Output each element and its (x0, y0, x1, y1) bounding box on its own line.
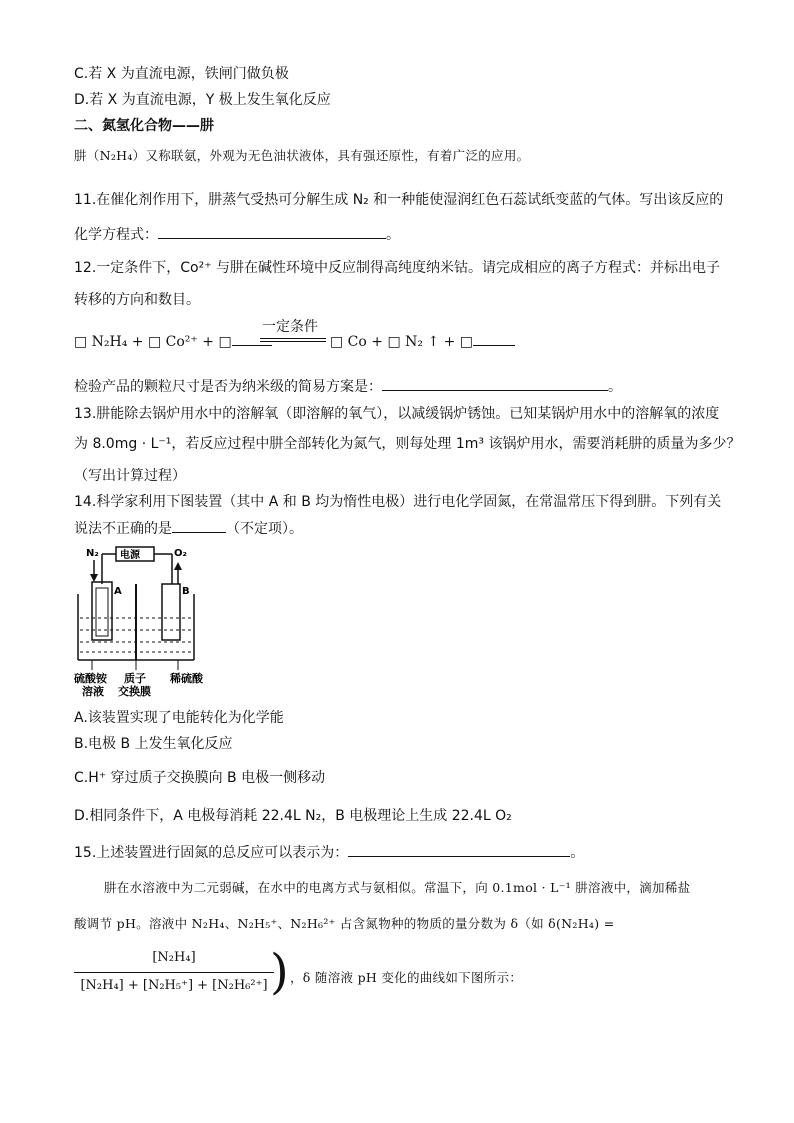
question-11-line2 (74, 224, 400, 245)
equation-left (74, 331, 272, 352)
electrolysis-apparatus-diagram (72, 544, 222, 698)
fraction-denominator: [N₂H₄] + [N₂H₅⁺] + [N₂H₆²⁺] (80, 978, 268, 993)
q14-answer-blank[interactable] (172, 518, 226, 533)
question-13-line1: 13.肼能除去锅炉用水中的溶解氧（即溶解的氧气），以减缓锅炉锈蚀。已知某锅炉用水中的溶解氧的浓度 (74, 406, 720, 422)
option-d-14: D.相同条件下，A 电极每消耗 22.4L N₂，B 电极理论上生成 22.4L O₂ (74, 808, 512, 824)
option-b-14: B.电极 B 上发生氧化反应 (74, 736, 233, 752)
paragraph-line3: ，δ 随溶液 pH 变化的曲线如下图所示： (290, 970, 523, 985)
equals-line-top (260, 338, 326, 339)
section-heading: 二、氮氢化合物——肼 (74, 118, 214, 134)
electrode-a-label: A (114, 586, 122, 597)
q12c-answer-blank[interactable] (382, 376, 608, 391)
question-14-line2 (74, 518, 303, 539)
q12c-prefix: 检验产品的颗粒尺寸是否为纳米级的简易方案是： (74, 379, 382, 395)
paragraph-line2: 酸调节 pH。溶液中 N₂H₄、N₂H₅⁺、N₂H₆²⁺ 占含氮物种的物质的量分数为 δ（如 δ(N₂H₄) = (74, 916, 615, 931)
paragraph-line1: 肼在水溶液中为二元弱碱，在水中的电离方式与氨相似。常温下，向 0.1mol · L⁻¹ 肼溶液中，滴加稀盐 (104, 880, 691, 895)
q14-prefix: 说法不正确的是 (74, 521, 172, 537)
left-solution-label: 硫酸铵 (74, 672, 107, 685)
equation-right (330, 331, 515, 352)
electrode-b (162, 584, 180, 640)
q11-answer-blank[interactable] (158, 224, 386, 239)
fraction-numerator: [N₂H₄] (152, 950, 196, 965)
equation-left-text: □ N₂H₄ + □ Co²⁺ + □ (74, 334, 232, 350)
q15-answer-blank[interactable] (348, 842, 570, 857)
question-13-line3: （写出计算过程） (74, 468, 186, 484)
membrane-label-2: 交换膜 (118, 685, 151, 698)
question-12-line3 (74, 376, 622, 397)
q14-suffix: （不定项）。 (226, 521, 303, 537)
left-solution-label-2: 溶液 (82, 685, 104, 698)
electrode-b-label: B (182, 586, 190, 597)
question-12-line2: 转移的方向和数目。 (74, 292, 200, 308)
reaction-condition: 一定条件 (262, 319, 318, 335)
fraction-bar (74, 972, 274, 973)
q11-suffix: 。 (386, 227, 400, 243)
q15-prefix: 15.上述装置进行固氮的总反应可以表示为： (74, 845, 349, 861)
option-a-14: A.该装置实现了电能转化为化学能 (74, 710, 284, 726)
option-c: C.若 X 为直流电源，铁闸门做负极 (74, 66, 289, 82)
o2-label: O₂ (174, 548, 187, 559)
closing-paren: ) (270, 944, 289, 1000)
n2-label: N₂ (86, 548, 99, 559)
question-15 (74, 842, 584, 863)
question-12-line1: 12.一定条件下，Co²⁺ 与肼在碱性环境中反应制得高纯度纳米钴。请完成相应的离子方程式：并标出电子 (74, 260, 721, 276)
right-solution-label: 稀硫酸 (170, 672, 203, 685)
power-supply-label: 电源 (120, 550, 140, 561)
intro-text: 肼（N₂H₄）又称联氨，外观为无色油状液体，具有强还原性，有着广泛的应用。 (74, 148, 530, 163)
equation-right-text: □ Co + □ N₂ ↑ + □ (330, 334, 474, 350)
q11-prefix: 化学方程式： (74, 227, 158, 243)
electrode-a (92, 582, 112, 640)
question-13-line2: 为 8.0mg · L⁻¹，若反应过程中肼全部转化为氮气，则每处理 1m³ 该锅炉用水，需要消耗肼的质量为多少？ (74, 436, 741, 452)
equals-line-bottom (260, 341, 326, 342)
equation-blank-2[interactable] (473, 331, 515, 346)
option-d: D.若 X 为直流电源，Y 极上发生氧化反应 (74, 92, 331, 108)
q15-suffix: 。 (570, 845, 585, 861)
fraction-formula (74, 944, 274, 1004)
option-c-14: C.H⁺ 穿过质子交换膜向 B 电极一侧移动 (74, 770, 326, 786)
question-14-line1: 14.科学家利用下图装置（其中 A 和 B 均为惰性电极）进行电化学固氮，在常温常压下得到肼。下列有关 (74, 494, 722, 510)
q12c-suffix: 。 (608, 379, 622, 395)
membrane-label: 质子 (124, 672, 146, 685)
question-11-line1: 11.在催化剂作用下，肼蒸气受热可分解生成 N₂ 和一种能使湿润红色石蕊试纸变蓝的气体。写出该反应的 (74, 192, 724, 208)
